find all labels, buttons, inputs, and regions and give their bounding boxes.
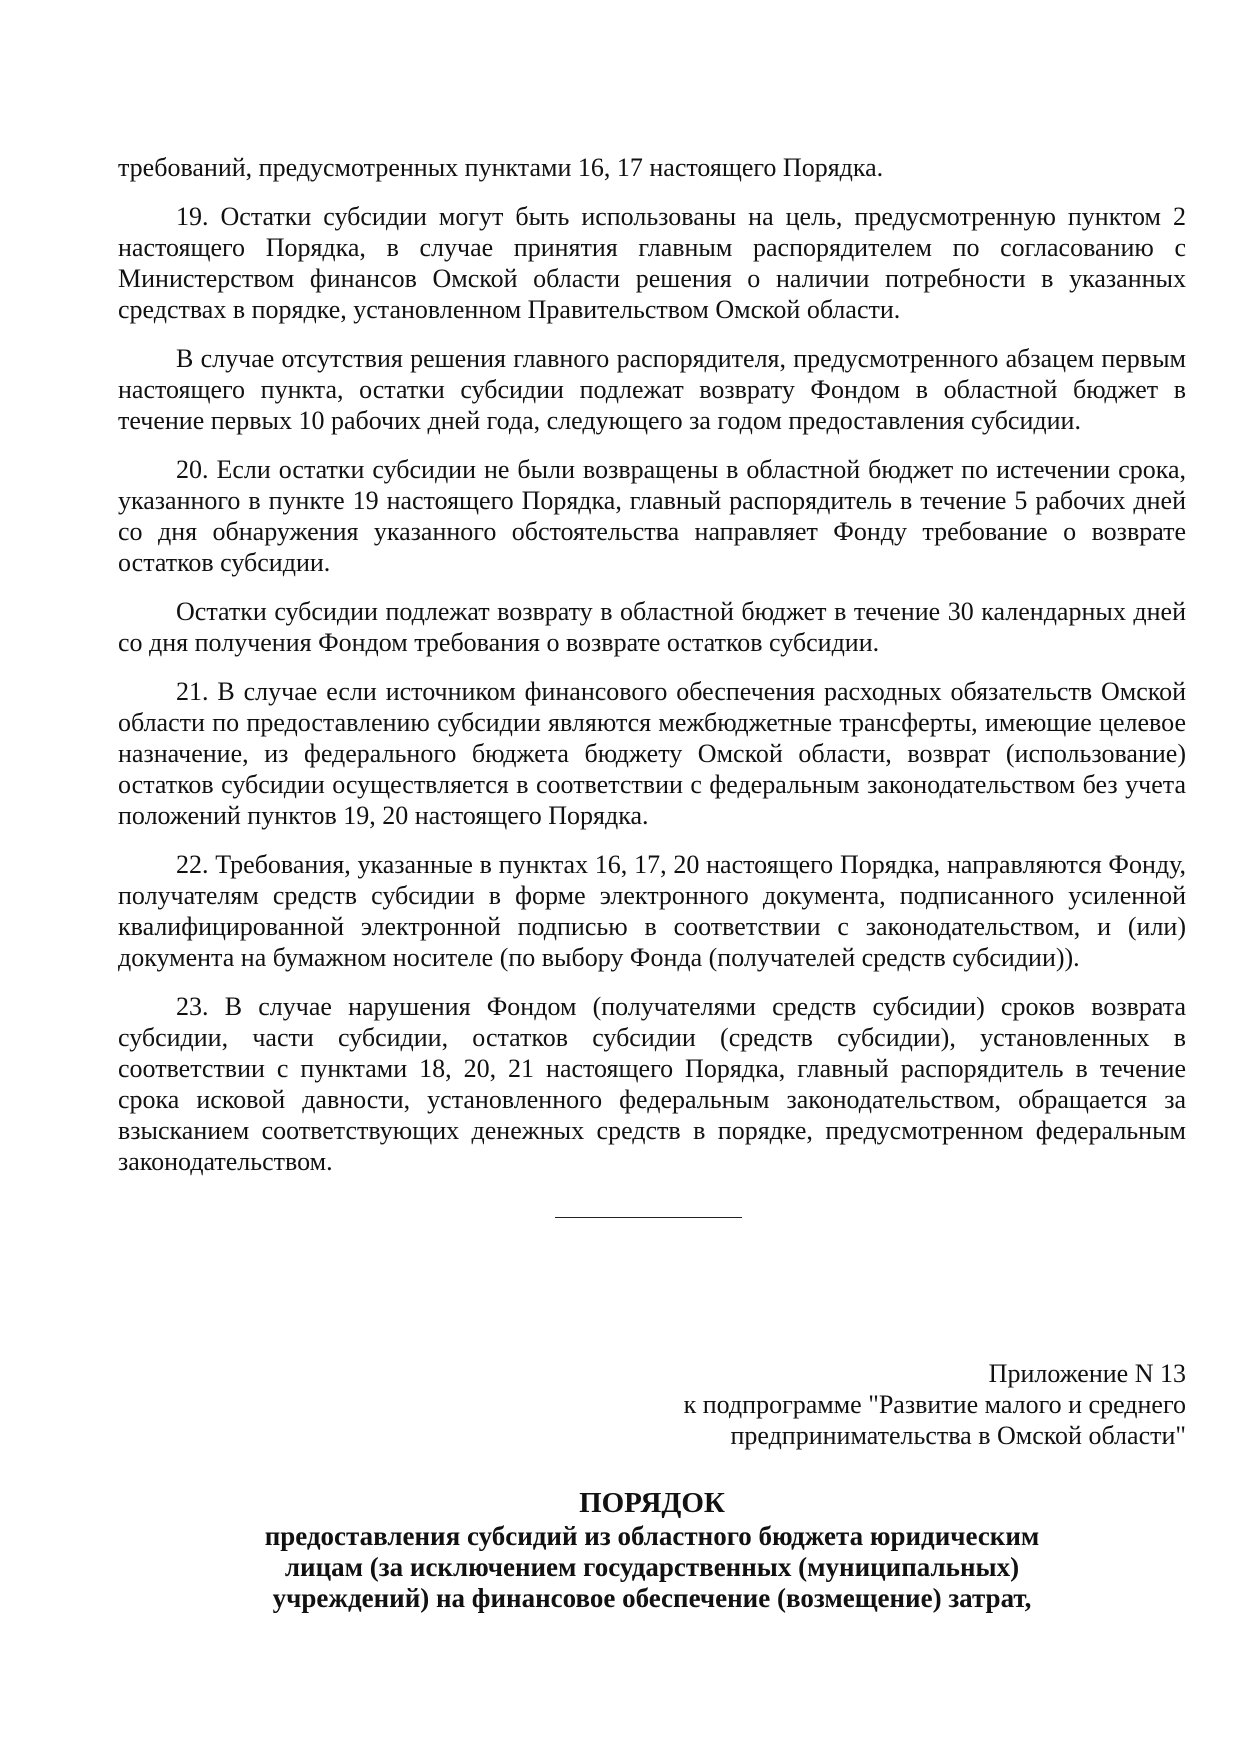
paragraph-23: 23. В случае нарушения Фондом (получателями средств субсидии) сроков возврата субсидии, части субсидии, остатков субсидии (средств субсидии), установленных в соответствии с пунктами 18, 20, 21 настоящего Порядка, главный распорядитель в течение срока исковой давности, установленного федеральным законодательством, обращается за взысканием соответствующих денежных средств в порядке, предусмотренном федеральным законодательством. bbox=[118, 992, 1186, 1176]
paragraph-continuation: требований, предусмотренных пунктами 16, 17 настоящего Порядка. bbox=[118, 153, 884, 182]
title-line-1: предоставления субсидий из областного бюджета юридическим bbox=[264, 1521, 1040, 1551]
paragraph-20: 20. Если остатки субсидии не были возвращены в областной бюджет по истечении срока, указанного в пункте 19 настоящего Порядка, главный распорядитель в течение 5 рабочих дней со дня обнаружения указанного обстоятельства направляет Фонду требование о возврате остатков субсидии. bbox=[118, 455, 1186, 577]
appendix-subprogram-line-1: к подпрограмме "Развитие малого и среднего bbox=[683, 1390, 1186, 1419]
paragraph-19: 19. Остатки субсидии могут быть использованы на цель, предусмотренную пунктом 2 настоящего Порядка, в случае принятия главным распорядителем по согласованию с Министерством финансов Омской области решения о наличии потребности в указанных средствах в порядке, установленном Правительством Омской области. bbox=[118, 202, 1186, 324]
appendix-number: Приложение N 13 bbox=[988, 1359, 1186, 1388]
paragraph-22: 22. Требования, указанные в пунктах 16, 17, 20 настоящего Порядка, направляются Фонду, получателям средств субсидии в форме электронного документа, подписанного усиленной квалифицированной электронной подписью в соответствии с законодательством, и (или) документа на бумажном носителе (по выбору Фонда (получателей средств субсидии)). bbox=[118, 850, 1186, 972]
paragraph-19-part-2: В случае отсутствия решения главного распорядителя, предусмотренного абзацем первым настоящего пункта, остатки субсидии подлежат возврату Фондом в областной бюджет в течение первых 10 рабочих дней года, следующего за годом предоставления субсидии. bbox=[118, 344, 1186, 435]
title-heading: ПОРЯДОК bbox=[579, 1487, 725, 1519]
paragraph-21: 21. В случае если источником финансового обеспечения расходных обязательств Омской области по предоставлению субсидии являются межбюджетные трансферты, имеющие целевое назначение, из федерального бюджета бюджету Омской области, возврат (использование) остатков субсидии осуществляется в соответствии с федеральным законодательством без учета положений пунктов 19, 20 настоящего Порядка. bbox=[118, 677, 1186, 830]
section-divider bbox=[555, 1217, 742, 1218]
document-title bbox=[118, 1485, 1186, 1614]
title-line-2: лицам (за исключением государственных (муниципальных) bbox=[284, 1552, 1020, 1582]
appendix-subprogram-line-2: предпринимательства в Омской области" bbox=[730, 1421, 1186, 1450]
paragraph-20-part-2: Остатки субсидии подлежат возврату в областной бюджет в течение 30 календарных дней со дня получения Фондом требования о возврате остатков субсидии. bbox=[118, 597, 1186, 657]
appendix-header bbox=[118, 1358, 1186, 1451]
title-line-3: учреждений) на финансовое обеспечение (возмещение) затрат, bbox=[272, 1583, 1032, 1613]
